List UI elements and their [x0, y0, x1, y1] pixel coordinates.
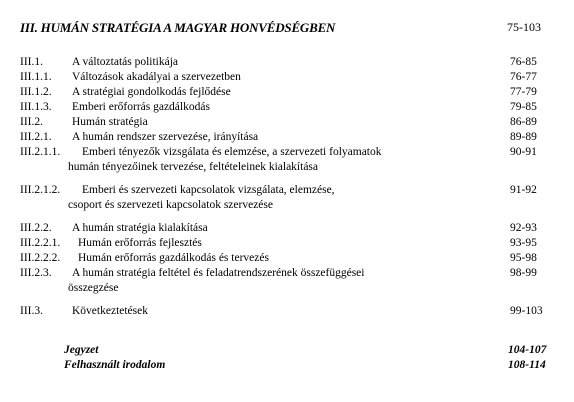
section-title-pages: 75-103 [507, 20, 541, 34]
toc-entry-text-continued: csoport és szervezeti kapcsolatok szervezése [68, 199, 273, 211]
toc-entry-pages: 95-98 [510, 252, 537, 264]
toc-entry-number: III.2. [20, 116, 43, 128]
toc-entry-text-continued: összegzése [68, 282, 119, 294]
toc-entry-pages: 76-85 [510, 56, 537, 68]
toc-entry-text: Humán stratégia [72, 116, 148, 128]
toc-entry-pages: 90-91 [510, 146, 537, 158]
toc-entry-number: III.2.1. [20, 131, 52, 143]
toc-entry-text: Változások akadályai a szervezetben [72, 71, 241, 83]
toc-entry-text: A humán stratégia kialakítása [72, 222, 208, 234]
toc-entry-number: III.2.1.2. [20, 184, 61, 196]
toc-entry-number: III.1.3. [20, 101, 52, 113]
toc-entry-number: III.1. [20, 56, 43, 68]
toc-footer-text: Felhasznált irodalom [64, 359, 166, 371]
toc-entry-pages: 79-85 [510, 101, 537, 113]
toc-entry-text: A stratégiai gondolkodás fejlődése [72, 86, 231, 98]
toc-entry-number: III.2.2.1. [20, 237, 61, 249]
toc-entry-pages: 98-99 [510, 267, 537, 279]
toc-footer-pages: 104-107 [508, 344, 547, 356]
toc-entry-pages: 91-92 [510, 184, 537, 196]
toc-entry-pages: 92-93 [510, 222, 537, 234]
toc-entry-text: Emberi erőforrás gazdálkodás [72, 101, 210, 113]
toc-entry-pages: 93-95 [510, 237, 537, 249]
toc-entry-text: A humán stratégia feltétel és feladatrendszerének összefüggései [72, 267, 365, 279]
toc-entry-number: III.2.1.1. [20, 146, 61, 158]
toc-entry-number: III.1.1. [20, 71, 52, 83]
toc-entry-number: III.2.3. [20, 267, 52, 279]
toc-entry-number: III.2.2.2. [20, 252, 61, 264]
section-title: III. HUMÁN STRATÉGIA A MAGYAR HONVÉDSÉGBEN [20, 20, 336, 35]
toc-entry-pages: 77-79 [510, 86, 537, 98]
toc-entry-text: Következtetések [72, 305, 148, 317]
toc-entry-pages: 89-89 [510, 131, 537, 143]
toc-entry-text: Emberi és szervezeti kapcsolatok vizsgálata, elemzése, [82, 184, 335, 196]
toc-entry-number: III.3. [20, 305, 43, 317]
toc-entry-text: Humán erőforrás gazdálkodás és tervezés [78, 252, 269, 264]
toc-entry-text: A humán rendszer szervezése, irányítása [72, 131, 259, 143]
toc-entry-pages: 76-77 [510, 71, 537, 83]
toc-footer-text: Jegyzet [64, 344, 99, 356]
toc-entry-text: A változtatás politikája [72, 56, 179, 68]
toc-entry-number: III.2.2. [20, 222, 52, 234]
toc-entry-text: Emberi tényezők vizsgálata és elemzése, a szervezeti folyamatok [82, 146, 382, 158]
toc-entry-number: III.1.2. [20, 86, 52, 98]
toc-entry-text-continued: humán tényezőinek tervezése, feltételeinek kialakítása [68, 161, 319, 173]
toc-entry-pages: 86-89 [510, 116, 537, 128]
toc-entry-text: Humán erőforrás fejlesztés [78, 237, 202, 249]
toc-entry-pages: 99-103 [510, 305, 543, 317]
toc-footer-pages: 108-114 [508, 359, 546, 371]
